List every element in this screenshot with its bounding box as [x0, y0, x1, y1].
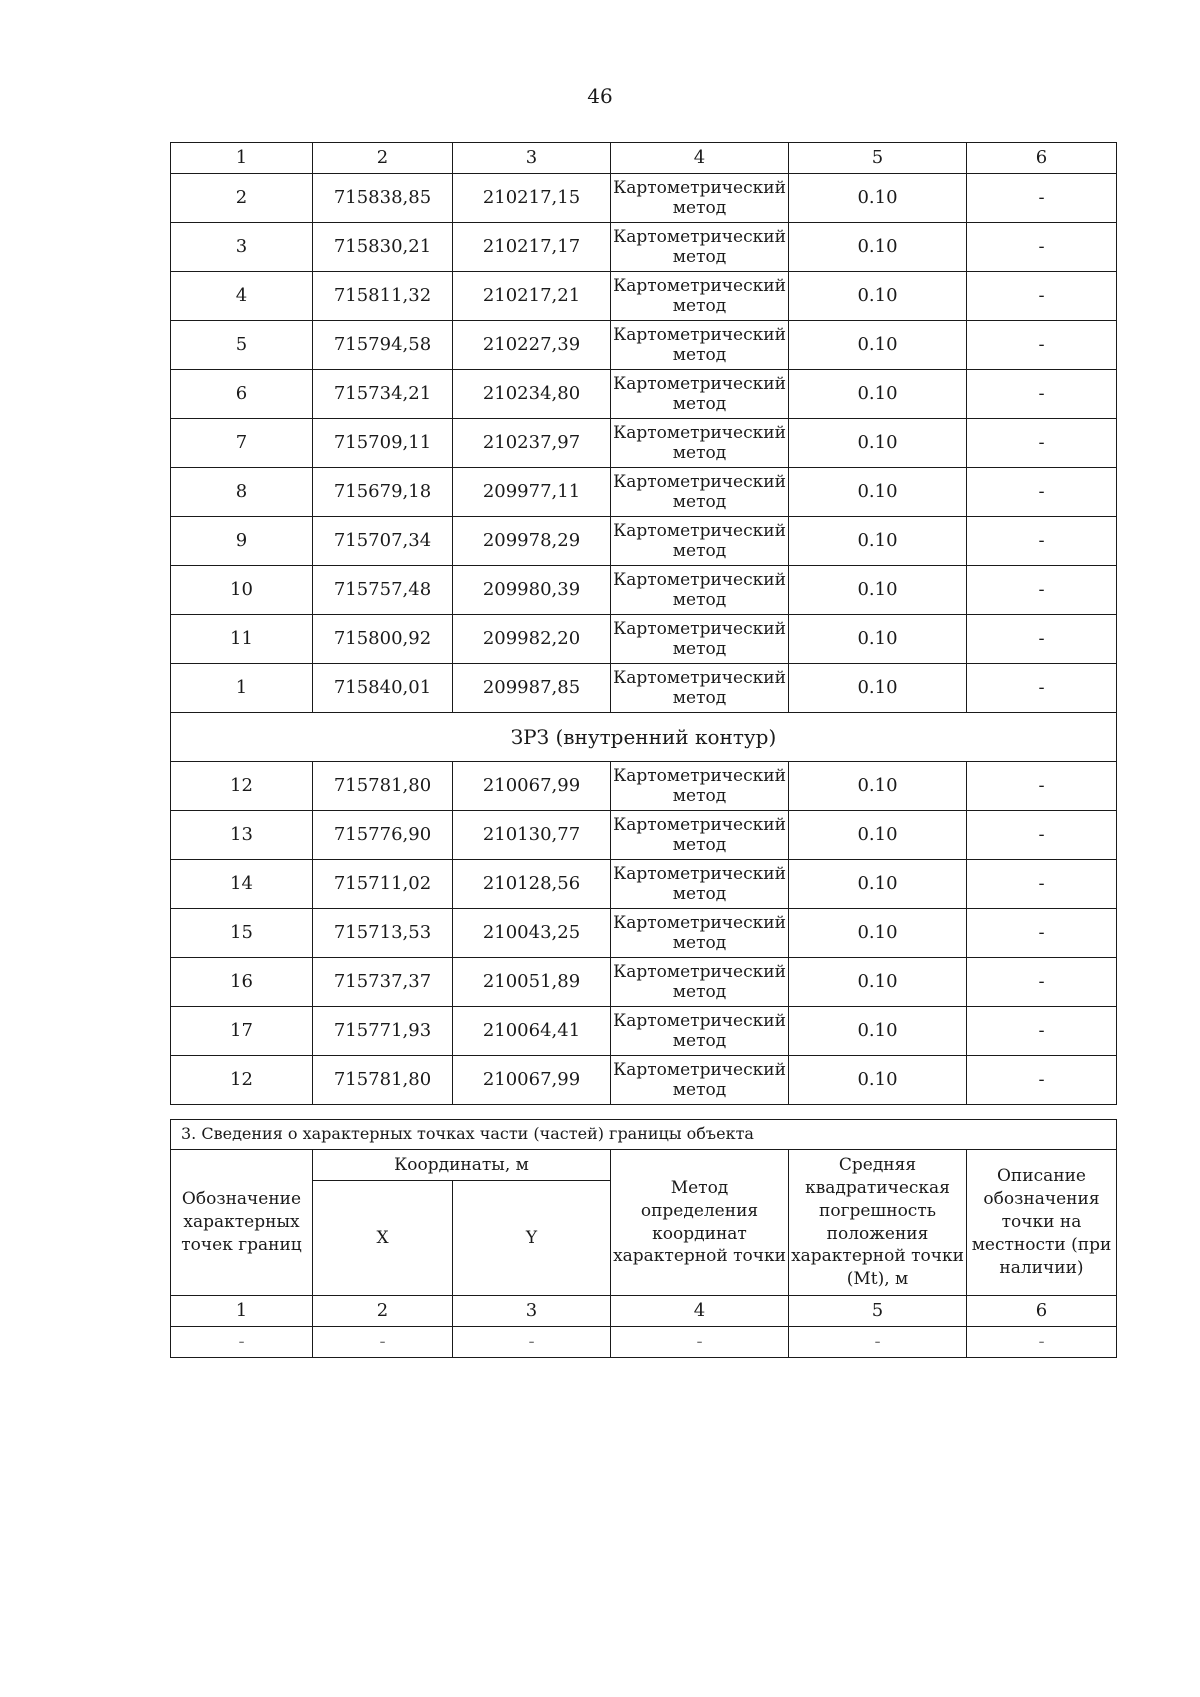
point-label: 14 [171, 860, 313, 909]
point-label: 2 [171, 174, 313, 223]
y-coordinate: 209980,39 [453, 566, 611, 615]
section-row [171, 713, 1117, 762]
method-cell: Картометрический метод [611, 762, 789, 811]
mt-value: 0.10 [789, 419, 967, 468]
parts-points-table [170, 1119, 1117, 1358]
header-y: Y [453, 1181, 611, 1296]
y-coordinate: 210217,15 [453, 174, 611, 223]
table-row [171, 1056, 1117, 1105]
mt-value: 0.10 [789, 321, 967, 370]
description-cell: - [967, 517, 1117, 566]
mt-value: 0.10 [789, 517, 967, 566]
y-coordinate: 210227,39 [453, 321, 611, 370]
x-coordinate: 715776,90 [313, 811, 453, 860]
mt-value: 0.10 [789, 468, 967, 517]
mt-value: 0.10 [789, 811, 967, 860]
method-cell: Картометрический метод [611, 272, 789, 321]
point-label: 9 [171, 517, 313, 566]
column-number: 4 [611, 143, 789, 174]
table-row [171, 272, 1117, 321]
point-label: 12 [171, 762, 313, 811]
header-description: Описание обозначения точки на местности (при наличии) [967, 1150, 1117, 1296]
column-number-row [171, 143, 1117, 174]
method-cell: Картометрический метод [611, 811, 789, 860]
table-row [171, 517, 1117, 566]
mt-value: 0.10 [789, 909, 967, 958]
header-x: X [313, 1181, 453, 1296]
empty-cell: - [967, 1327, 1117, 1358]
x-coordinate: 715737,37 [313, 958, 453, 1007]
mt-value: 0.10 [789, 370, 967, 419]
table-row [171, 909, 1117, 958]
mt-value: 0.10 [789, 860, 967, 909]
section-title: ЗРЗ (внутренний контур) [171, 713, 1117, 762]
point-label: 10 [171, 566, 313, 615]
method-cell: Картометрический метод [611, 1056, 789, 1105]
parts-caption: 3. Сведения о характерных точках части (частей) границы объекта [171, 1120, 1117, 1150]
y-coordinate: 210064,41 [453, 1007, 611, 1056]
description-cell: - [967, 958, 1117, 1007]
y-coordinate: 209982,20 [453, 615, 611, 664]
column-number: 4 [611, 1296, 789, 1327]
point-label: 8 [171, 468, 313, 517]
column-number: 2 [313, 143, 453, 174]
mt-value: 0.10 [789, 1007, 967, 1056]
point-label: 7 [171, 419, 313, 468]
x-coordinate: 715781,80 [313, 762, 453, 811]
x-coordinate: 715771,93 [313, 1007, 453, 1056]
parts-column-number-row [171, 1296, 1117, 1327]
point-label: 3 [171, 223, 313, 272]
description-cell: - [967, 664, 1117, 713]
method-cell: Картометрический метод [611, 321, 789, 370]
y-coordinate: 210067,99 [453, 1056, 611, 1105]
method-cell: Картометрический метод [611, 517, 789, 566]
column-number: 3 [453, 143, 611, 174]
table-row [171, 566, 1117, 615]
y-coordinate: 210130,77 [453, 811, 611, 860]
y-coordinate: 209977,11 [453, 468, 611, 517]
column-number: 2 [313, 1296, 453, 1327]
table-row [171, 762, 1117, 811]
point-label: 13 [171, 811, 313, 860]
point-label: 17 [171, 1007, 313, 1056]
description-cell: - [967, 321, 1117, 370]
mt-value: 0.10 [789, 615, 967, 664]
x-coordinate: 715734,21 [313, 370, 453, 419]
description-cell: - [967, 272, 1117, 321]
mt-value: 0.10 [789, 958, 967, 1007]
point-label: 6 [171, 370, 313, 419]
y-coordinate: 209987,85 [453, 664, 611, 713]
table-row [171, 664, 1117, 713]
description-cell: - [967, 762, 1117, 811]
description-cell: - [967, 860, 1117, 909]
empty-cell: - [453, 1327, 611, 1358]
table-row [171, 615, 1117, 664]
y-coordinate: 210067,99 [453, 762, 611, 811]
table-row [171, 1007, 1117, 1056]
description-cell: - [967, 615, 1117, 664]
table-row [171, 174, 1117, 223]
point-label: 5 [171, 321, 313, 370]
method-cell: Картометрический метод [611, 468, 789, 517]
column-number: 3 [453, 1296, 611, 1327]
x-coordinate: 715711,02 [313, 860, 453, 909]
x-coordinate: 715794,58 [313, 321, 453, 370]
method-cell: Картометрический метод [611, 566, 789, 615]
point-label: 15 [171, 909, 313, 958]
table-row [171, 958, 1117, 1007]
point-label: 1 [171, 664, 313, 713]
column-number: 1 [171, 1296, 313, 1327]
y-coordinate: 210217,21 [453, 272, 611, 321]
method-cell: Картометрический метод [611, 615, 789, 664]
page-number: 46 [587, 84, 613, 108]
x-coordinate: 715707,34 [313, 517, 453, 566]
header-mt: Средняя квадратическая погрешность положения характерной точки (Mt), м [789, 1150, 967, 1296]
y-coordinate: 210051,89 [453, 958, 611, 1007]
column-number: 1 [171, 143, 313, 174]
y-coordinate: 210217,17 [453, 223, 611, 272]
empty-cell: - [313, 1327, 453, 1358]
description-cell: - [967, 909, 1117, 958]
description-cell: - [967, 566, 1117, 615]
x-coordinate: 715800,92 [313, 615, 453, 664]
mt-value: 0.10 [789, 272, 967, 321]
method-cell: Картометрический метод [611, 419, 789, 468]
table-row [171, 370, 1117, 419]
description-cell: - [967, 811, 1117, 860]
method-cell: Картометрический метод [611, 223, 789, 272]
y-coordinate: 210237,97 [453, 419, 611, 468]
x-coordinate: 715838,85 [313, 174, 453, 223]
y-coordinate: 209978,29 [453, 517, 611, 566]
description-cell: - [967, 223, 1117, 272]
description-cell: - [967, 174, 1117, 223]
point-label: 16 [171, 958, 313, 1007]
description-cell: - [967, 419, 1117, 468]
method-cell: Картометрический метод [611, 370, 789, 419]
x-coordinate: 715840,01 [313, 664, 453, 713]
description-cell: - [967, 1007, 1117, 1056]
table-row [171, 321, 1117, 370]
description-cell: - [967, 468, 1117, 517]
table-row [171, 811, 1117, 860]
method-cell: Картометрический метод [611, 1007, 789, 1056]
x-coordinate: 715713,53 [313, 909, 453, 958]
method-cell: Картометрический метод [611, 174, 789, 223]
method-cell: Картометрический метод [611, 664, 789, 713]
x-coordinate: 715811,32 [313, 272, 453, 321]
x-coordinate: 715709,11 [313, 419, 453, 468]
empty-cell: - [171, 1327, 313, 1358]
empty-cell: - [611, 1327, 789, 1358]
mt-value: 0.10 [789, 223, 967, 272]
header-point: Обозначение характерных точек границ [171, 1150, 313, 1296]
column-number: 5 [789, 143, 967, 174]
table-row [171, 1327, 1117, 1358]
description-cell: - [967, 1056, 1117, 1105]
mt-value: 0.10 [789, 174, 967, 223]
column-number: 5 [789, 1296, 967, 1327]
mt-value: 0.10 [789, 566, 967, 615]
column-number: 6 [967, 1296, 1117, 1327]
point-label: 4 [171, 272, 313, 321]
header-method: Метод определения координат характерной точки [611, 1150, 789, 1296]
table-row [171, 468, 1117, 517]
table-row [171, 223, 1117, 272]
coordinates-table [170, 142, 1117, 1105]
column-number: 6 [967, 143, 1117, 174]
method-cell: Картометрический метод [611, 958, 789, 1007]
x-coordinate: 715830,21 [313, 223, 453, 272]
mt-value: 0.10 [789, 762, 967, 811]
table-row [171, 419, 1117, 468]
mt-value: 0.10 [789, 1056, 967, 1105]
y-coordinate: 210128,56 [453, 860, 611, 909]
method-cell: Картометрический метод [611, 860, 789, 909]
method-cell: Картометрический метод [611, 909, 789, 958]
empty-cell: - [789, 1327, 967, 1358]
x-coordinate: 715757,48 [313, 566, 453, 615]
point-label: 11 [171, 615, 313, 664]
mt-value: 0.10 [789, 664, 967, 713]
table-row [171, 860, 1117, 909]
x-coordinate: 715781,80 [313, 1056, 453, 1105]
y-coordinate: 210043,25 [453, 909, 611, 958]
x-coordinate: 715679,18 [313, 468, 453, 517]
header-coordinates: Координаты, м [313, 1150, 611, 1181]
point-label: 12 [171, 1056, 313, 1105]
y-coordinate: 210234,80 [453, 370, 611, 419]
description-cell: - [967, 370, 1117, 419]
